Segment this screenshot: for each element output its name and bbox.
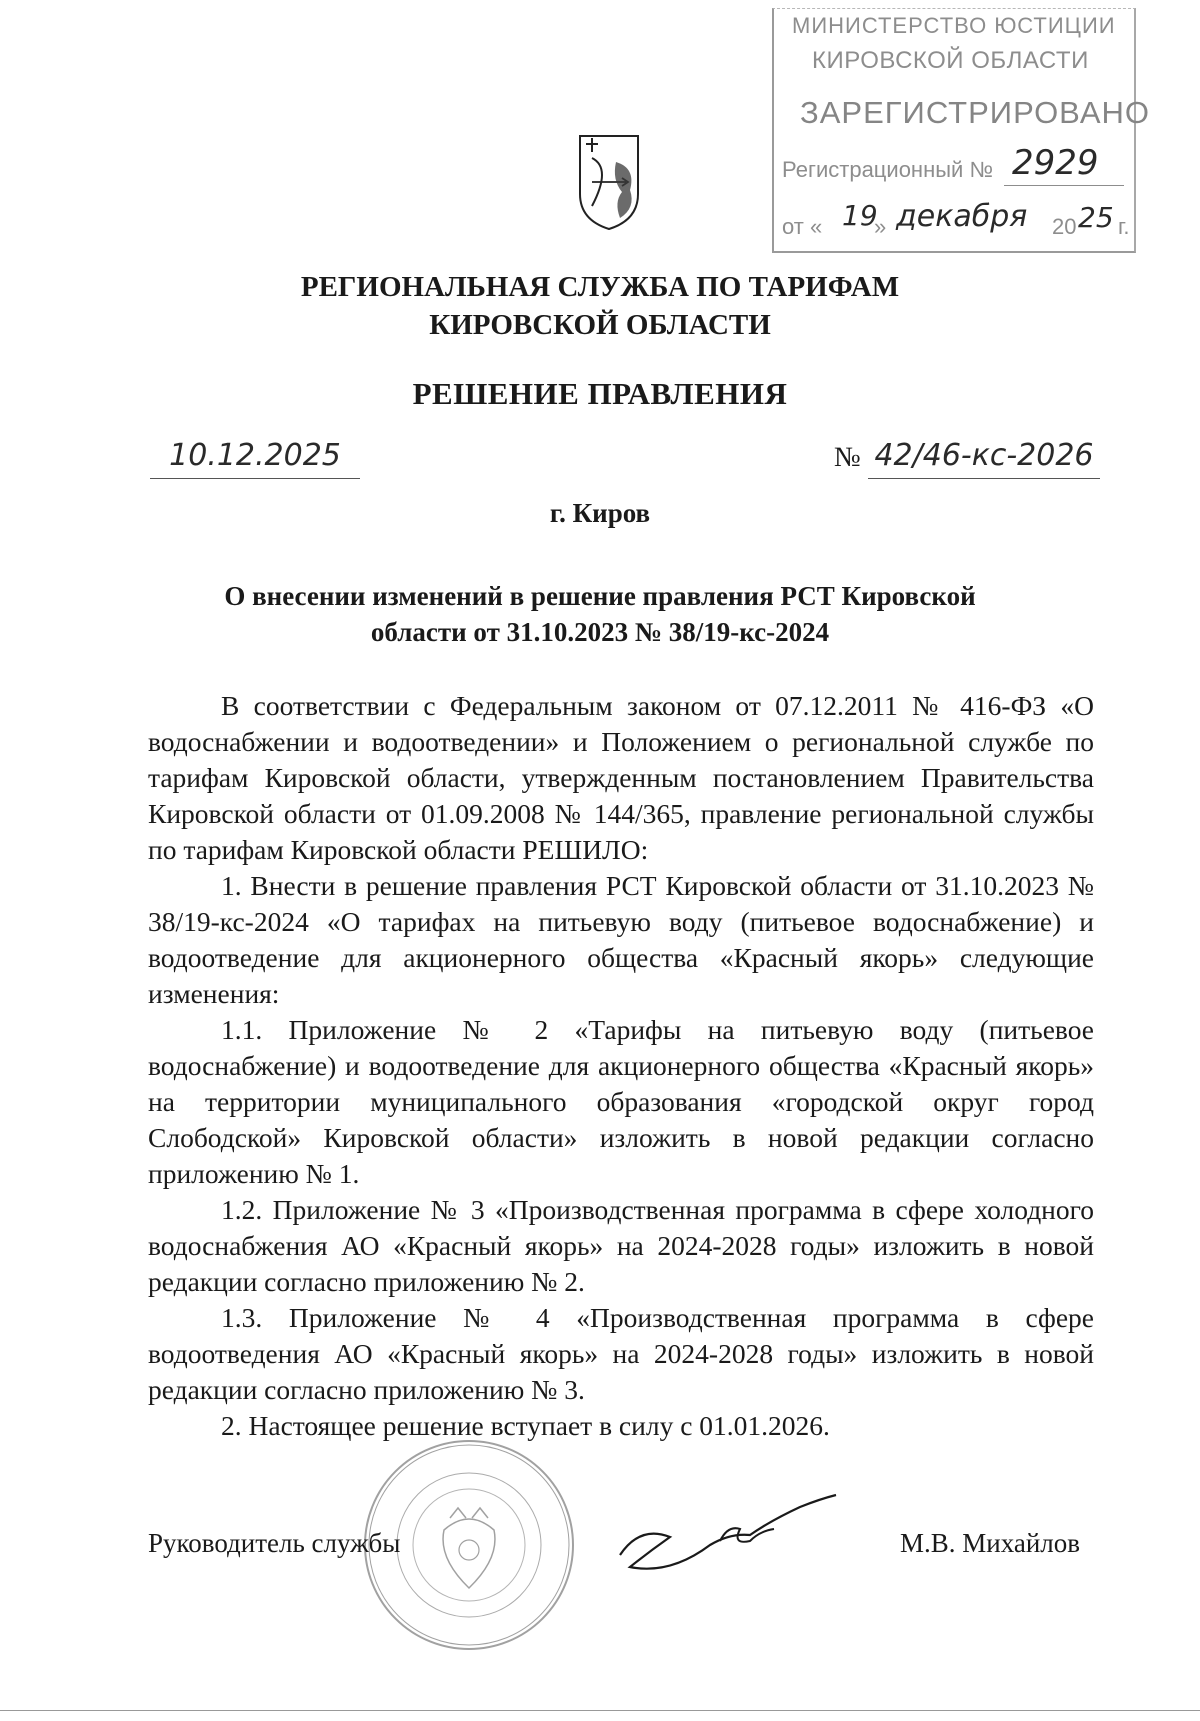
document-type: РЕШЕНИЕ ПРАВЛЕНИЯ [412, 376, 788, 411]
stamp-reg-label: Регистрационный № [782, 157, 994, 182]
stamp-year-prefix: 20 [1052, 214, 1077, 239]
agency-line-1: РЕГИОНАЛЬНАЯ СЛУЖБА ПО ТАРИФАМ [300, 271, 900, 303]
document-date: 10.12.2025 [150, 438, 360, 479]
stamp-reg-underline [1004, 185, 1124, 186]
stamp-month: декабря [896, 199, 1028, 234]
body-paragraph-item-1-1: 1.1. Приложение № 2 «Тарифы на питьевую воду (питьевое водоснабжение) и водоотведение для акционерного общества «Красный якорь» на территории муниципального образования «городской округ город Слободской» Кировской области» изложить в новой редакции согласно приложению № 1. [148, 1014, 1094, 1189]
stamp-status: ЗАРЕГИСТРИРОВАНО [800, 95, 1151, 130]
page-bottom-edge [0, 1710, 1200, 1711]
stamp-region-line: КИРОВСКОЙ ОБЛАСТИ [812, 47, 1089, 74]
document-number-label: № [834, 442, 861, 473]
body-paragraph-item-1-2: 1.2. Приложение № 3 «Производственная программа в сфере холодного водоснабжения АО «Красный якорь» на 2024-2028 годы» изложить в новой редакции согласно приложению № 2. [148, 1194, 1094, 1297]
stamp-day: 19 [842, 199, 878, 232]
stamp-reg-number: 2929 [1012, 143, 1099, 183]
signer-role: Руководитель службы [148, 1528, 401, 1558]
subject-line-2: области от 31.10.2023 № 38/19-кс-2024 [370, 617, 830, 647]
signer-name: М.В. Михайлов [900, 1528, 1081, 1558]
coat-of-arms-icon [578, 132, 640, 232]
stamp-day-close: » [874, 214, 887, 239]
body-paragraph-item-1: 1. Внести в решение правления РСТ Кировской области от 31.10.2023 № 38/19-кс-2024 «О тарифах на питьевую воду (питьевое водоснабжение) и водоотведение для акционерного общества «Красный якорь» следующие изменения: [148, 870, 1094, 1009]
stamp-date-prefix: от « [782, 214, 823, 239]
city: г. Киров [549, 498, 651, 528]
document-number: 42/46-кс-2026 [868, 438, 1100, 479]
body-paragraph-item-1-3: 1.3. Приложение № 4 «Производственная программа в сфере водоотведения АО «Красный якорь» на 2024-2028 годы» изложить в новой редакции согласно приложению № 3. [148, 1302, 1094, 1405]
agency-name [0, 268, 1200, 344]
stamp-ministry-line: МИНИСТЕРСТВО ЮСТИЦИИ [792, 13, 1116, 38]
stamp-year: 25 [1078, 201, 1114, 234]
stamp-year-unit: г. [1118, 214, 1130, 239]
registration-stamp [772, 8, 1151, 253]
handwritten-signature [600, 1485, 840, 1595]
agency-line-2: КИРОВСКОЙ ОБЛАСТИ [429, 309, 771, 341]
subject-line-1: О внесении изменений в решение правления РСТ Кировской [224, 581, 976, 611]
body-paragraph-item-2: 2. Настоящее решение вступает в силу с 01.01.2026. [221, 1410, 830, 1441]
document-body [148, 688, 1094, 1444]
document-subject [0, 578, 1200, 650]
body-paragraph-preamble: В соответствии с Федеральным законом от 07.12.2011 № 416-ФЗ «О водоснабжении и водоотведении» и Положением о региональной службе по тарифам Кировской области, утвержденным постановлением Правительства Кировской области от 01.09.2008 № 144/365, правление региональной службы по тарифам Кировской области РЕШИЛО: [148, 690, 1094, 865]
